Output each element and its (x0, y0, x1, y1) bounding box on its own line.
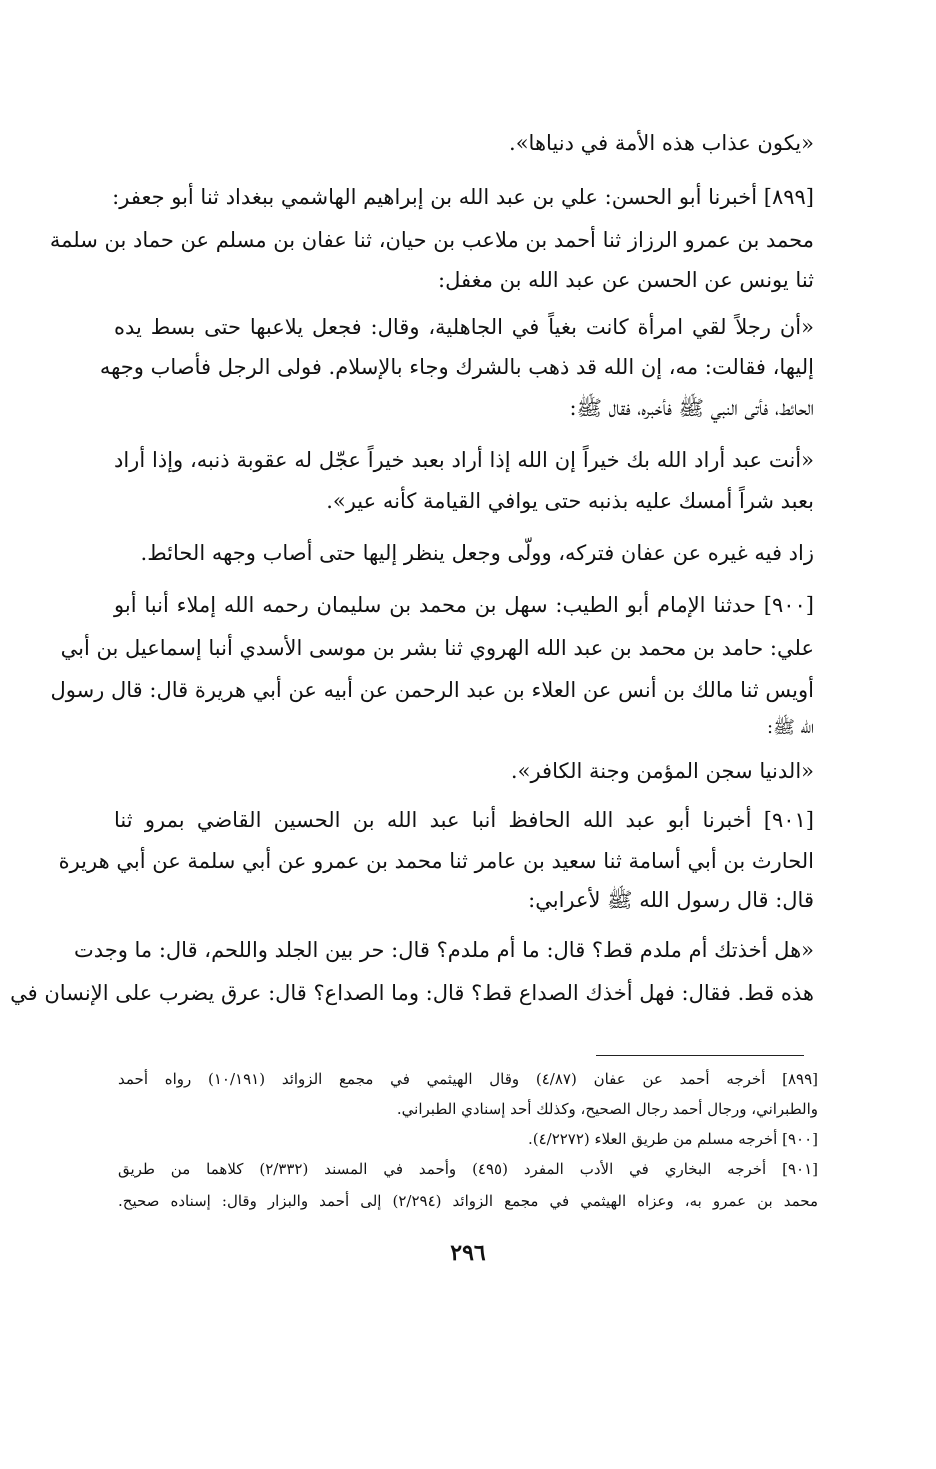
footnote-line: والطبراني، ورجال أحمد رجال الصحيح، وكذلك أحد إسنادي الطبراني. (396, 1100, 818, 1118)
footnote-separator (596, 1055, 804, 1056)
footnote-line: [٩٠٠] أخرجه مسلم من طريق العلاء (٤/٢٢٧٢). (527, 1130, 818, 1148)
text-line: «هل أخذتك أم ملدم قط؟ قال: ما أم ملدم؟ قال: حر بين الجلد واللحم، قال: ما وجدت (73, 938, 814, 962)
text-line: [٩٠٠] حدثنا الإمام أبو الطيب: سهل بن محمد بن سليمان رحمه الله إملاء أنبا أبو (114, 593, 814, 617)
text-line: إليها، فقالت: مه، إن الله قد ذهب بالشرك وجاء بالإسلام. فولى الرجل فأصاب وجهه (99, 355, 814, 379)
footnote-line: [٩٠١] أخرجه البخاري في الأدب المفرد (٤٩٥) وأحمد في المسند (٢/٣٣٢) كلاهما من طريق (118, 1160, 818, 1178)
text-line: ثنا يونس عن الحسن عن عبد الله بن مغفل: (438, 268, 814, 292)
page-number: ٢٩٦ (450, 1240, 486, 1266)
text-line: محمد بن عمرو الرزاز ثنا أحمد بن ملاعب بن حيان، ثنا عفان بن مسلم عن حماد بن سلمة (49, 228, 814, 252)
text-line: [٩٠١] أخبرنا أبو عبد الله الحافظ أنبا عبد الله بن الحسين القاضي بمرو ثنا (114, 808, 814, 832)
text-line: [٨٩٩] أخبرنا أبو الحسن: علي بن عبد الله بن إبراهيم الهاشمي ببغداد ثنا أبو جعفر: (112, 185, 814, 209)
footnote-line: [٨٩٩] أخرجه أحمد عن عفان (٤/٨٧) وقال الهيثمي في مجمع الزوائد (١٠/١٩١) رواه أحمد (118, 1070, 819, 1088)
text-line: قال: قال رسول الله ﷺ لأعرابي: (528, 888, 814, 912)
text-line: «يكون عذاب هذه الأمة في دنياها». (509, 131, 814, 155)
text-line: «أن رجلاً لقي امرأة كانت بغياً في الجاهلية، وقال: فجعل يلاعبها حتى بسط يده (114, 315, 814, 339)
text-line: بعبد شراً أمسك عليه بذنبه حتى يوافي القيامة كأنه عير». (326, 489, 814, 513)
text-line: «أنت عبد أراد الله بك خيراً إن الله إذا أراد بعبد خيراً عجّل له عقوبة ذنبه، وإذا أراد (114, 448, 814, 472)
text-line: هذه قط. فقال: فهل أخذك الصداع قط؟ قال: وما الصداع؟ قال: عرق يضرب على الإنسان في (10, 981, 814, 1005)
text-line: الله ﷺ: (767, 717, 814, 738)
text-line: الحارث بن أبي أسامة ثنا سعيد بن عامر ثنا محمد بن عمرو عن أبي سلمة عن أبي هريرة (58, 849, 814, 873)
text-line: علي: حامد بن محمد بن عبد الله الهروي ثنا بشر بن موسى الأسدي أنبا إسماعيل بن أبي (60, 636, 814, 660)
text-line: الحائط، فأتى النبي ﷺ فأخبره، فقال ﷺ: (569, 396, 814, 420)
text-line: زاد فيه غيره عن عفان فتركه، وولّى وجعل ينظر إليها حتى أصاب وجهه الحائط. (140, 541, 814, 565)
text-line: «الدنيا سجن المؤمن وجنة الكافر». (510, 759, 814, 783)
footnote-line: محمد بن عمرو به، وعزاه الهيثمي في مجمع الزوائد (٢/٢٩٤) إلى أحمد والبزار وقال: إسناده صحيح. (118, 1192, 818, 1210)
text-line: أويس ثنا مالك بن أنس عن العلاء بن عبد الرحمن عن أبيه عن أبي هريرة قال: قال رسول (50, 678, 814, 702)
